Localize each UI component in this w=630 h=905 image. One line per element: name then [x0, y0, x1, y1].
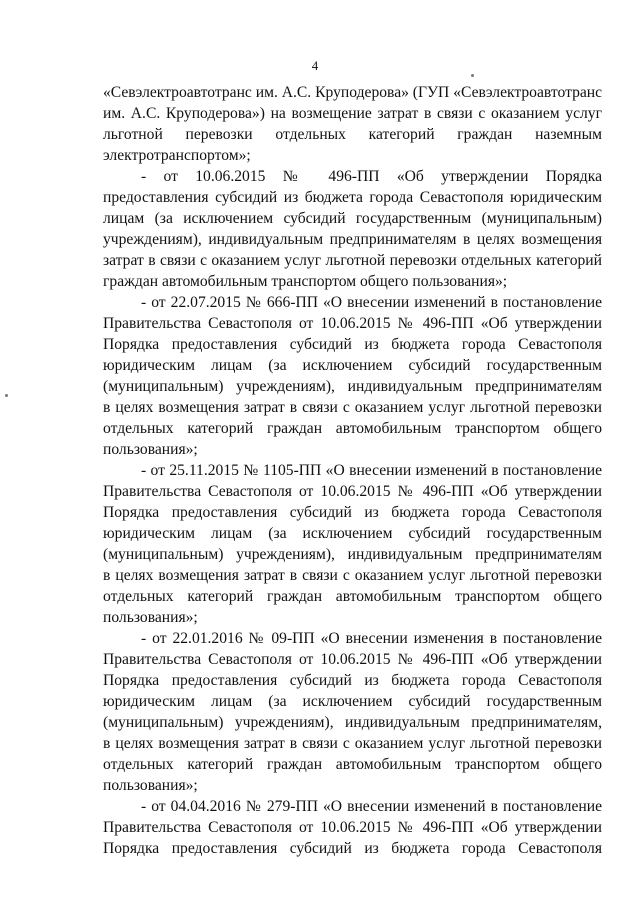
paragraph-line: граждан автомобильным транспортом общего пользования»;	[103, 273, 508, 290]
paragraph-line: лицам (за исключением субсидий государственным (муниципальным)	[103, 210, 602, 227]
paragraph-line: Правительства Севастополя от 10.06.2015 № 496-ПП «Об утверждении	[103, 819, 602, 836]
paragraph	[103, 796, 602, 859]
paragraph-line: электротранспортом»;	[103, 147, 251, 164]
document-body	[103, 82, 602, 859]
scan-speck-mark	[471, 74, 474, 77]
paragraph-line: им. А.С. Круподерова») на возмещение затрат в связи с оказанием услуг	[103, 105, 602, 122]
paragraph-line: - от 04.04.2016 № 279-ПП «О внесении изменений в постановление	[141, 798, 602, 815]
paragraph-line: Правительства Севастополя от 10.06.2015 № 496-ПП «Об утверждении	[103, 651, 602, 668]
paragraph-line: пользования»;	[103, 609, 198, 626]
paragraph-line: предоставления субсидий из бюджета города Севастополя юридическим	[103, 189, 602, 206]
paragraph-line: пользования»;	[103, 441, 198, 458]
paragraph	[103, 628, 602, 796]
scan-speck-mark	[5, 394, 8, 397]
paragraph-line: - от 22.01.2016 № 09-ПП «О внесении изменения в постановление	[141, 630, 602, 647]
page-number: 4	[311, 58, 319, 73]
paragraph-line: (муниципальным) учреждениям), индивидуальным предпринимателям	[103, 546, 602, 563]
paragraph-line: льготной перевозки отдельных категорий граждан наземным	[103, 126, 602, 143]
paragraph-line: - от 10.06.2015 № 496-ПП «Об утверждении Порядка	[141, 168, 602, 185]
paragraph-line: учреждениям), индивидуальным предпринимателям в целях возмещения	[103, 231, 602, 248]
paragraph-line: - от 25.11.2015 № 1105-ПП «О внесении изменений в постановление	[141, 462, 602, 479]
paragraph-line: Порядка предоставления субсидий из бюджета города Севастополя	[103, 672, 602, 689]
paragraph-line: пользования»;	[103, 777, 198, 794]
paragraph	[103, 292, 602, 460]
paragraph-line: отдельных категорий граждан автомобильным транспортом общего	[103, 588, 602, 605]
paragraph-line: Правительства Севастополя от 10.06.2015 № 496-ПП «Об утверждении	[103, 483, 602, 500]
paragraph	[103, 460, 602, 628]
paragraph-line: Порядка предоставления субсидий из бюджета города Севастополя	[103, 840, 602, 857]
paragraph-line: Правительства Севастополя от 10.06.2015 № 496-ПП «Об утверждении	[103, 315, 602, 332]
paragraph-line: (муниципальным) учреждениям), индивидуальным предпринимателям	[103, 378, 602, 395]
paragraph-line: - от 22.07.2015 № 666-ПП «О внесении изменений в постановление	[141, 294, 602, 311]
paragraph-line: юридическим лицам (за исключением субсидий государственным	[103, 693, 602, 710]
paragraph-line: отдельных категорий граждан автомобильным транспортом общего	[103, 420, 602, 437]
paragraph-line: Порядка предоставления субсидий из бюджета города Севастополя	[103, 504, 602, 521]
paragraph-line: «Севэлектроавтотранс им. А.С. Круподерова» (ГУП «Севэлектроавтотранс	[103, 84, 602, 101]
paragraph-line: (муниципальным) учреждениям), индивидуальным предпринимателям,	[103, 714, 602, 731]
paragraph-line: затрат в связи с оказанием услуг льготной перевозки отдельных категорий	[103, 252, 602, 269]
paragraph-line: в целях возмещения затрат в связи с оказанием услуг льготной перевозки	[103, 567, 602, 584]
paragraph-line: юридическим лицам (за исключением субсидий государственным	[103, 357, 602, 374]
paragraph-line: в целях возмещения затрат в связи с оказанием услуг льготной перевозки	[103, 399, 602, 416]
paragraph-line: в целях возмещения затрат в связи с оказанием услуг льготной перевозки	[103, 735, 602, 752]
paragraph-line: отдельных категорий граждан автомобильным транспортом общего	[103, 756, 602, 773]
paragraph-line: Порядка предоставления субсидий из бюджета города Севастополя	[103, 336, 602, 353]
paragraph	[103, 82, 602, 166]
paragraph	[103, 166, 602, 292]
paragraph-line: юридическим лицам (за исключением субсидий государственным	[103, 525, 602, 542]
